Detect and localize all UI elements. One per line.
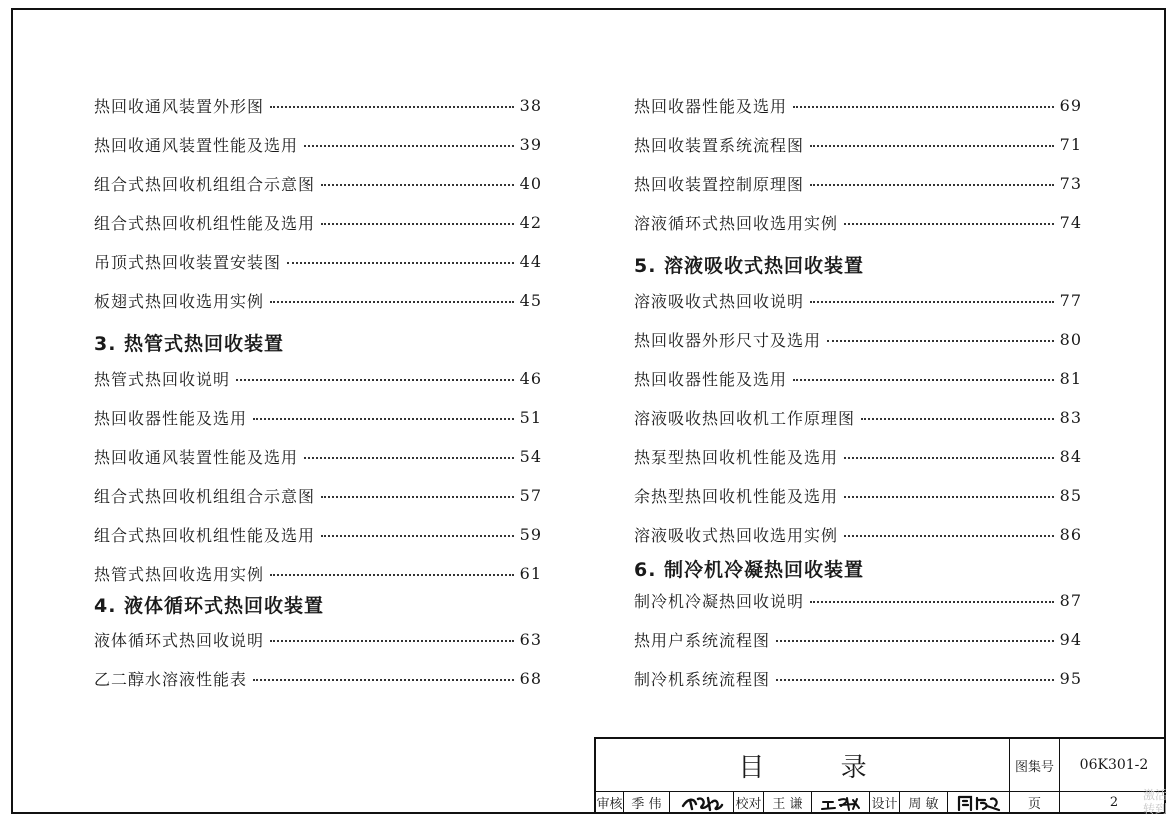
toc-entry-title: 热回收通风装置外形图 bbox=[94, 96, 265, 116]
dot-leader bbox=[321, 535, 514, 537]
toc-entry-page: 77 bbox=[1059, 290, 1082, 310]
toc-entry[interactable] bbox=[94, 132, 542, 156]
toc-entry-title: 组合式热回收机组组合示意图 bbox=[94, 174, 316, 194]
toc-entry[interactable] bbox=[94, 483, 542, 507]
toc-entry[interactable] bbox=[634, 444, 1082, 468]
checker-name: 王 谦 bbox=[772, 797, 803, 812]
designer-signature-cell bbox=[948, 791, 1010, 814]
toc-entry-title: 吊顶式热回收装置安装图 bbox=[94, 252, 282, 272]
dot-leader bbox=[776, 640, 1054, 642]
toc-entry[interactable] bbox=[94, 249, 542, 273]
toc-entry-page: 81 bbox=[1059, 368, 1082, 388]
toc-entry-title: 溶液吸收式热回收选用实例 bbox=[634, 525, 839, 545]
doc-title-cell bbox=[596, 739, 1010, 791]
dot-leader bbox=[810, 184, 1054, 186]
reviewer-name: 季 伟 bbox=[631, 797, 662, 812]
toc-entry-title: 余热型热回收机性能及选用 bbox=[634, 486, 839, 506]
toc-entry[interactable] bbox=[634, 483, 1082, 507]
atlas-number: 06K301-2 bbox=[1079, 757, 1149, 773]
toc-entry-page: 95 bbox=[1059, 668, 1082, 688]
toc-entry-page: 80 bbox=[1059, 329, 1082, 349]
toc-entry[interactable] bbox=[94, 288, 542, 312]
toc-entry[interactable] bbox=[634, 666, 1082, 690]
toc-entry-title: 热回收器性能及选用 bbox=[634, 369, 788, 389]
dot-leader bbox=[304, 145, 514, 147]
page-number: 2 bbox=[1109, 795, 1119, 810]
watermark-line-1: 激活 bbox=[1142, 788, 1167, 802]
toc-entry-page: 71 bbox=[1059, 134, 1082, 154]
toc-entry-page: 45 bbox=[519, 290, 542, 310]
toc-entry-title: 溶液吸收式热回收说明 bbox=[634, 291, 805, 311]
section-heading-5: 5. 溶液吸收式热回收装置 bbox=[634, 255, 865, 277]
toc-entry-page: 46 bbox=[519, 368, 542, 388]
toc-entry[interactable] bbox=[634, 366, 1082, 390]
dot-leader bbox=[827, 340, 1054, 342]
toc-entry-page: 40 bbox=[519, 173, 542, 193]
check-label-cell bbox=[734, 791, 764, 814]
page-label-cell bbox=[1010, 791, 1060, 814]
section-heading-4: 4. 液体循环式热回收装置 bbox=[94, 595, 325, 617]
dot-leader bbox=[321, 496, 514, 498]
toc-entry-page: 57 bbox=[519, 485, 542, 505]
atlas-label-cell bbox=[1010, 739, 1060, 791]
toc-entry[interactable] bbox=[634, 132, 1082, 156]
dot-leader bbox=[270, 574, 514, 576]
toc-entry[interactable] bbox=[94, 171, 542, 195]
toc-entry-title: 液体循环式热回收说明 bbox=[94, 630, 265, 650]
toc-entry-page: 83 bbox=[1059, 407, 1082, 427]
watermark-line-2: 转到 bbox=[1142, 802, 1167, 816]
toc-entry[interactable] bbox=[94, 627, 542, 651]
dot-leader bbox=[321, 184, 514, 186]
toc-entry[interactable] bbox=[94, 666, 542, 690]
toc-entry-title: 热管式热回收说明 bbox=[94, 369, 231, 389]
dot-leader bbox=[236, 379, 514, 381]
toc-entry-title: 溶液循环式热回收选用实例 bbox=[634, 213, 839, 233]
designer-cell bbox=[900, 791, 948, 814]
toc-entry-page: 94 bbox=[1059, 629, 1082, 649]
checker-signature-cell bbox=[812, 791, 870, 814]
checker-cell bbox=[764, 791, 812, 814]
reviewer-cell bbox=[624, 791, 670, 814]
dot-leader bbox=[304, 457, 514, 459]
toc-entry-title: 制冷机冷凝热回收说明 bbox=[634, 591, 805, 611]
toc-entry-title: 组合式热回收机组性能及选用 bbox=[94, 213, 316, 233]
designer-signature bbox=[955, 794, 1003, 812]
dot-leader bbox=[793, 379, 1054, 381]
toc-entry[interactable] bbox=[634, 588, 1082, 612]
review-label: 审核 bbox=[596, 797, 623, 812]
toc-entry-title: 组合式热回收机组组合示意图 bbox=[94, 486, 316, 506]
dot-leader bbox=[861, 418, 1054, 420]
dot-leader bbox=[270, 106, 514, 108]
toc-entry-title: 热回收器性能及选用 bbox=[634, 96, 788, 116]
checker-signature bbox=[819, 794, 863, 812]
dot-leader bbox=[253, 679, 514, 681]
toc-entry-page: 59 bbox=[519, 524, 542, 544]
dot-leader bbox=[253, 418, 514, 420]
dot-leader bbox=[270, 640, 514, 642]
toc-entry[interactable] bbox=[94, 444, 542, 468]
dot-leader bbox=[844, 223, 1054, 225]
toc-entry-page: 44 bbox=[519, 251, 542, 271]
toc-entry-title: 热回收器性能及选用 bbox=[94, 408, 248, 428]
toc-entry[interactable] bbox=[634, 405, 1082, 429]
toc-entry-page: 85 bbox=[1059, 485, 1082, 505]
toc-entry[interactable] bbox=[94, 93, 542, 117]
toc-entry-page: 87 bbox=[1059, 590, 1082, 610]
toc-entry[interactable] bbox=[634, 93, 1082, 117]
toc-entry-page: 84 bbox=[1059, 446, 1082, 466]
check-label: 校对 bbox=[735, 797, 762, 812]
design-label-cell bbox=[870, 791, 900, 814]
toc-entry-page: 69 bbox=[1059, 95, 1082, 115]
toc-entry-title: 乙二醇水溶液性能表 bbox=[94, 669, 248, 689]
toc-entry-page: 73 bbox=[1059, 173, 1082, 193]
toc-entry-page: 86 bbox=[1059, 524, 1082, 544]
toc-entry[interactable] bbox=[634, 288, 1082, 312]
toc-entry-title: 热回收通风装置性能及选用 bbox=[94, 135, 299, 155]
dot-leader bbox=[844, 496, 1054, 498]
toc-entry-page: 39 bbox=[519, 134, 542, 154]
toc-entry[interactable] bbox=[634, 522, 1082, 546]
toc-entry[interactable] bbox=[634, 627, 1082, 651]
toc-entry-title: 热泵型热回收机性能及选用 bbox=[634, 447, 839, 467]
dot-leader bbox=[793, 106, 1054, 108]
toc-entry-title: 制冷机系统流程图 bbox=[634, 669, 771, 689]
toc-entry[interactable] bbox=[94, 210, 542, 234]
section-heading-3: 3. 热管式热回收装置 bbox=[94, 333, 285, 355]
toc-entry-title: 热管式热回收选用实例 bbox=[94, 564, 265, 584]
toc-entry-title: 热回收器外形尺寸及选用 bbox=[634, 330, 822, 350]
dot-leader bbox=[810, 145, 1054, 147]
toc-entry-title: 板翅式热回收选用实例 bbox=[94, 291, 265, 311]
toc-entry-page: 68 bbox=[519, 668, 542, 688]
dot-leader bbox=[844, 535, 1054, 537]
activation-watermark bbox=[1143, 788, 1167, 816]
design-label: 设计 bbox=[871, 797, 898, 812]
dot-leader bbox=[321, 223, 514, 225]
toc-entry-title: 热用户系统流程图 bbox=[634, 630, 771, 650]
toc-entry[interactable] bbox=[94, 561, 542, 585]
dot-leader bbox=[810, 601, 1054, 603]
toc-entry[interactable] bbox=[94, 522, 542, 546]
doc-title: 目 录 bbox=[738, 752, 901, 783]
toc-entry-title: 组合式热回收机组性能及选用 bbox=[94, 525, 316, 545]
toc-entry[interactable] bbox=[634, 210, 1082, 234]
page-label: 页 bbox=[1027, 797, 1041, 812]
toc-entry-title: 热回收通风装置性能及选用 bbox=[94, 447, 299, 467]
toc-entry-title: 热回收装置控制原理图 bbox=[634, 174, 805, 194]
designer-name: 周 敏 bbox=[908, 797, 939, 812]
review-label-cell bbox=[596, 791, 624, 814]
toc-entry-title: 溶液吸收热回收机工作原理图 bbox=[634, 408, 856, 428]
toc-entry[interactable] bbox=[94, 366, 542, 390]
dot-leader bbox=[287, 262, 514, 264]
toc-entry-page: 51 bbox=[519, 407, 542, 427]
reviewer-signature bbox=[680, 794, 724, 812]
toc-entry-page: 61 bbox=[519, 563, 542, 583]
dot-leader bbox=[776, 679, 1054, 681]
toc-entry[interactable] bbox=[94, 405, 542, 429]
toc-entry[interactable] bbox=[634, 327, 1082, 351]
toc-entry-page: 54 bbox=[519, 446, 542, 466]
toc-entry-title: 热回收装置系统流程图 bbox=[634, 135, 805, 155]
toc-entry-page: 38 bbox=[519, 95, 542, 115]
reviewer-signature-cell bbox=[670, 791, 734, 814]
atlas-label: 图集号 bbox=[1014, 759, 1054, 775]
dot-leader bbox=[810, 301, 1054, 303]
dot-leader bbox=[844, 457, 1054, 459]
title-block bbox=[594, 737, 1166, 814]
toc-entry[interactable] bbox=[634, 171, 1082, 195]
toc-entry-page: 63 bbox=[519, 629, 542, 649]
toc-entry-page: 74 bbox=[1059, 212, 1082, 232]
atlas-no-cell bbox=[1060, 739, 1168, 791]
toc-entry-page: 42 bbox=[519, 212, 542, 232]
section-heading-6: 6. 制冷机冷凝热回收装置 bbox=[634, 559, 865, 581]
dot-leader bbox=[270, 301, 514, 303]
